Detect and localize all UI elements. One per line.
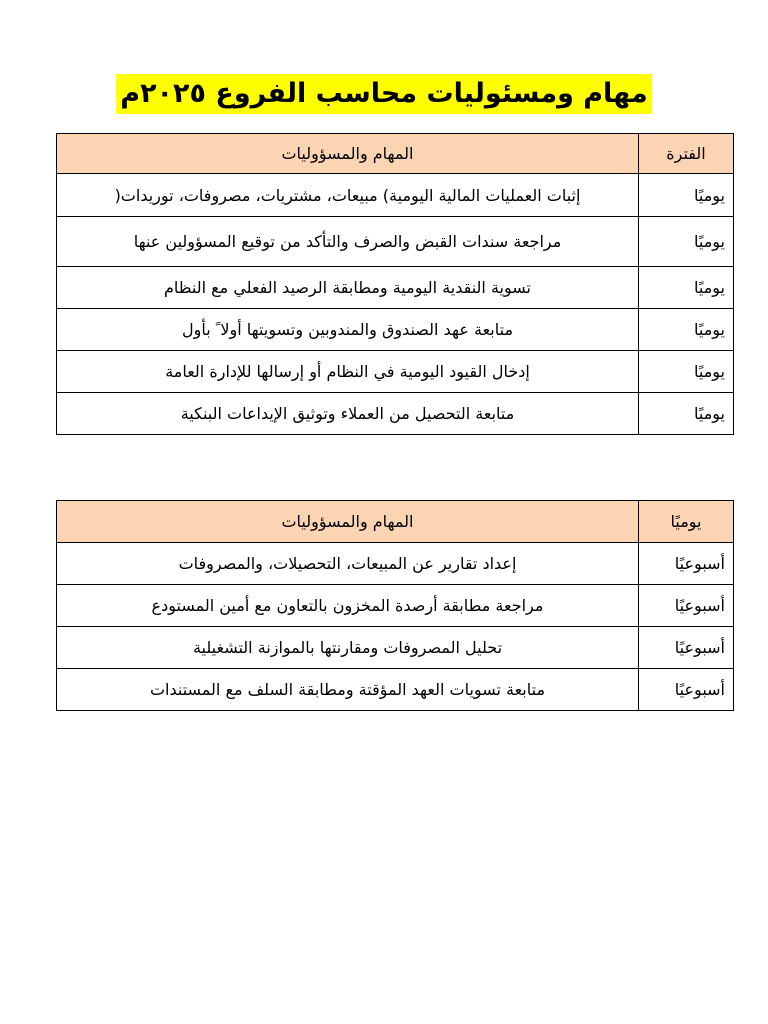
table-row bbox=[57, 309, 734, 351]
title-wrapper bbox=[0, 74, 768, 114]
period-cell: يوميًا bbox=[639, 309, 734, 351]
task-cell: إثبات العمليات المالية اليومية) مبيعات، مشتريات، مصروفات، توريدات( bbox=[57, 174, 639, 217]
table-row bbox=[57, 217, 734, 267]
period-header: الفترة bbox=[639, 134, 734, 174]
period-header: يوميًا bbox=[639, 501, 734, 543]
period-cell: يوميًا bbox=[639, 174, 734, 217]
task-cell: متابعة تسويات العهد المؤقتة ومطابقة السلف مع المستندات bbox=[57, 669, 639, 711]
period-cell: يوميًا bbox=[639, 351, 734, 393]
period-cell: يوميًا bbox=[639, 267, 734, 309]
task-cell: إدخال القيود اليومية في النظام أو إرسالها للإدارة العامة bbox=[57, 351, 639, 393]
period-cell: أسبوعيًا bbox=[639, 585, 734, 627]
daily-tasks-table bbox=[56, 133, 734, 435]
table-row bbox=[57, 669, 734, 711]
task-cell: مراجعة سندات القبض والصرف والتأكد من توقيع المسؤولين عنها bbox=[57, 217, 639, 267]
page-title: مهام ومسئوليات محاسب الفروع ٢٠٢٥م bbox=[116, 74, 651, 114]
table-row bbox=[57, 393, 734, 435]
task-cell: إعداد تقارير عن المبيعات، التحصيلات، والمصروفات bbox=[57, 543, 639, 585]
tasks-header: المهام والمسؤوليات bbox=[57, 501, 639, 543]
task-cell: متابعة التحصيل من العملاء وتوثيق الإيداعات البنكية bbox=[57, 393, 639, 435]
table-row bbox=[57, 543, 734, 585]
period-cell: أسبوعيًا bbox=[639, 627, 734, 669]
task-cell: مراجعة مطابقة أرصدة المخزون بالتعاون مع أمين المستودع bbox=[57, 585, 639, 627]
table-row bbox=[57, 351, 734, 393]
table-header-row bbox=[57, 501, 734, 543]
period-cell: أسبوعيًا bbox=[639, 543, 734, 585]
period-cell: أسبوعيًا bbox=[639, 669, 734, 711]
task-cell: متابعة عهد الصندوق والمندوبين وتسويتها أولا ً بأول bbox=[57, 309, 639, 351]
tasks-header: المهام والمسؤوليات bbox=[57, 134, 639, 174]
table-row bbox=[57, 267, 734, 309]
table-row bbox=[57, 174, 734, 217]
period-cell: يوميًا bbox=[639, 393, 734, 435]
task-cell: تسوية النقدية اليومية ومطابقة الرصيد الفعلي مع النظام bbox=[57, 267, 639, 309]
table-row bbox=[57, 627, 734, 669]
table-header-row bbox=[57, 134, 734, 174]
task-cell: تحليل المصروفات ومقارنتها بالموازنة التشغيلية bbox=[57, 627, 639, 669]
table-row bbox=[57, 585, 734, 627]
weekly-tasks-table bbox=[56, 500, 734, 711]
period-cell: يوميًا bbox=[639, 217, 734, 267]
